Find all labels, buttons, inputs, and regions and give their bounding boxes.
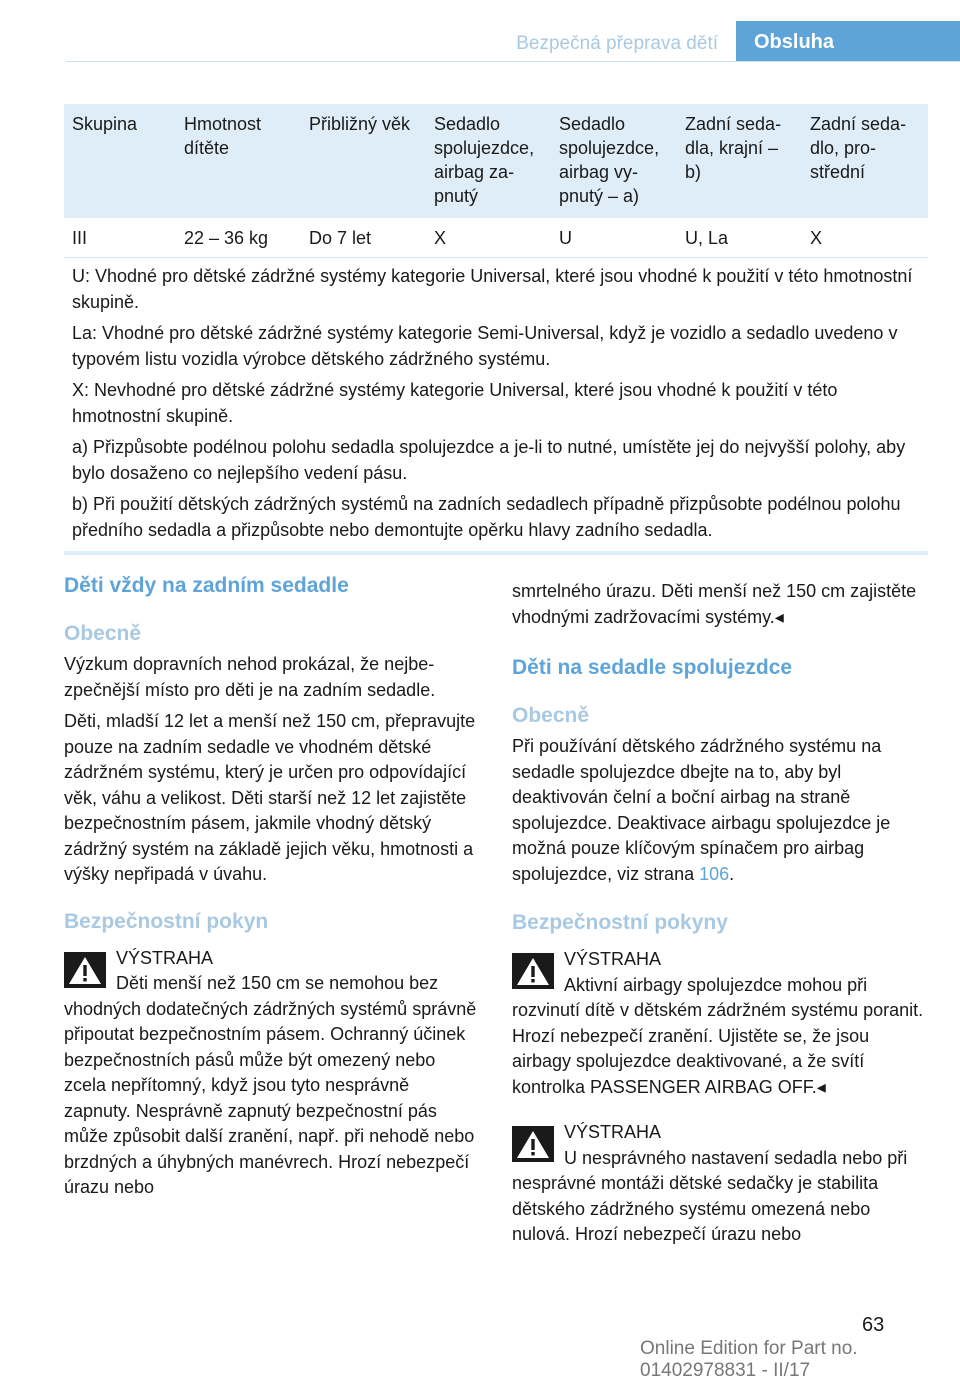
table-cell: Do 7 let: [309, 228, 372, 248]
header-section-title: Bezpečná přeprava dětí: [516, 33, 718, 54]
warning-title: VÝSTRAHA: [116, 947, 214, 968]
table-note: U: Vhodné pro dětské zádržné systémy kategorie Universal, které jsou vhodné k použití v této hmotnostní skupině.: [72, 266, 913, 312]
header-divider: [66, 61, 960, 62]
warning-block: [512, 1120, 928, 1248]
table-cell: III: [72, 228, 88, 248]
table-header-cell: Přibližný věk: [309, 114, 411, 134]
page-reference-link[interactable]: 106: [699, 863, 730, 884]
warning-triangle-icon: [512, 953, 554, 989]
table-header-cell: Zadní sedadla, krajní – b): [685, 114, 782, 182]
header-chapter-tab: Obsluha: [736, 21, 960, 61]
table-note: La: Vhodné pro dětské zádržné systémy kategorie Semi-Universal, když je vozidlo a sedadlo uvedeno v typovém listu vozidla výrobce dětského zádržného systému.: [72, 323, 898, 369]
table-cell: 22 – 36 kg: [184, 228, 269, 248]
warning-block: [64, 946, 480, 1201]
paragraph: [512, 734, 928, 887]
subsection-heading: Obecně: [512, 704, 590, 727]
table-header-cell: Skupina: [72, 114, 138, 134]
paragraph: smrtelného úrazu. Děti menší než 150 cm zajistěte vhodnými zadržovacími systémy.◂: [512, 581, 917, 627]
table-note: a) Přizpůsobte podélnou polohu sedadla spolujezdce a je-li to nutné, umístěte jej do nejvyšší polohy, aby bylo dosaženo co nejlepšího vedení pásu.: [72, 437, 906, 483]
warning-title: VÝSTRAHA: [564, 949, 662, 969]
table-header-cell: Sedadlo spolujezdce, airbag zapnutý: [434, 114, 535, 206]
table-header-row: [64, 104, 928, 218]
left-column: [64, 572, 480, 1201]
warning-block: [512, 947, 928, 1100]
warning-title: VÝSTRAHA: [564, 1122, 662, 1142]
table-notes: [64, 258, 928, 543]
table-bottom-rule: [64, 551, 928, 555]
subsection-heading: Obecně: [64, 622, 142, 645]
paragraph: Výzkum dopravních nehod prokázal, že nejbezpečnější místo pro děti je na zadním sedadle.: [64, 654, 436, 700]
table-cell: X: [434, 228, 447, 248]
table-header-cell: Hmotnost dítěte: [184, 114, 262, 158]
table-cell: U, La: [685, 228, 729, 248]
table-cell: X: [810, 228, 823, 248]
subsection-heading: Bezpečnostní pokyn: [64, 909, 269, 933]
table-header-cell: Zadní sedadlo, prostřední: [810, 114, 907, 182]
edition-footer: Online Edition for Part no. 01402978831 - II/17: [640, 1338, 858, 1381]
table-cell: U: [559, 228, 572, 248]
table-note: b) Při použití dětských zádržných systémů na zadních sedadlech případně přizpůsobte podélnou polohu předního sedadla a přizpůsobte nebo demontujte opěrku hlavy zadního sedadla.: [72, 494, 901, 540]
warning-text: Děti menší než 150 cm se nemohou bez vhodných dodatečných zádržných systémů správně připoutat bezpečnostním pásem. Ochranný účinek bezpečnostních pásů může být omezený nebo zcela nepřítomný, když jsou tyto nesprávně zapnuty. Nesprávně zapnutý bezpečnostní pás může způsobit další zranění, např. při nehodě nebo brzdných a úhybných manévrech. Hrozí nebezpečí úrazu nebo: [64, 973, 477, 1197]
paragraph-text: Při používání dětského zádržného systému na sedadle spolujezdce dbejte na to, aby byl deaktivován čelní a boční airbag na straně spolujezdce. Deaktivace airbagu spolujezdce je možná pouze klíčovým spínačem pro airbag spolujezdce, viz strana: [512, 736, 891, 884]
paragraph-text: .: [729, 863, 735, 884]
table-row: [64, 218, 928, 258]
section-heading: Děti vždy na zadním sedadle: [64, 574, 349, 597]
table-header-cell: Sedadlo spolujezdce, airbag vypnutý – a): [559, 114, 660, 206]
page-number: 63: [862, 1314, 885, 1336]
child-seat-table: [64, 104, 928, 549]
warning-triangle-icon: [512, 1126, 554, 1162]
right-column: [512, 572, 928, 1248]
subsection-heading: Bezpečnostní pokyny: [512, 911, 728, 934]
section-heading: Děti na sedadle spolujezdce: [512, 656, 793, 679]
paragraph: Děti, mladší 12 let a menší než 150 cm, přepravujte pouze na zadním sedadle ve vhodném dětské zádržném systému, který je určen pro odpovídající věk, váhu a velikost. Děti starší než 12 let zajistěte bezpečnostním pásem, jakmile vhodný dětský zádržný systém na základě jejich věku, hmotnosti a výšky nepřipadá v úvahu.: [64, 711, 476, 884]
table-note: X: Nevhodné pro dětské zádržné systémy kategorie Universal, které jsou vhodné k použití v této hmotnostní skupině.: [72, 380, 838, 426]
warning-text: U nesprávného nastavení sedadla nebo při nesprávné montáži dětské sedačky je stabilita dětského zádržného systému omezená nebo nulová. Hrozí nebezpečí úrazu nebo: [512, 1147, 908, 1244]
warning-text: Aktivní airbagy spolujezdce mohou při rozvinutí dítě v dětském zádržném systému poranit. Hrozí nebezpečí zranění. Ujistěte se, že jsou airbagy spolujezdce deaktivované, a že svítí kontrolka PASSENGER AIRBAG OFF.◂: [512, 974, 924, 1097]
warning-triangle-icon: [64, 952, 106, 988]
